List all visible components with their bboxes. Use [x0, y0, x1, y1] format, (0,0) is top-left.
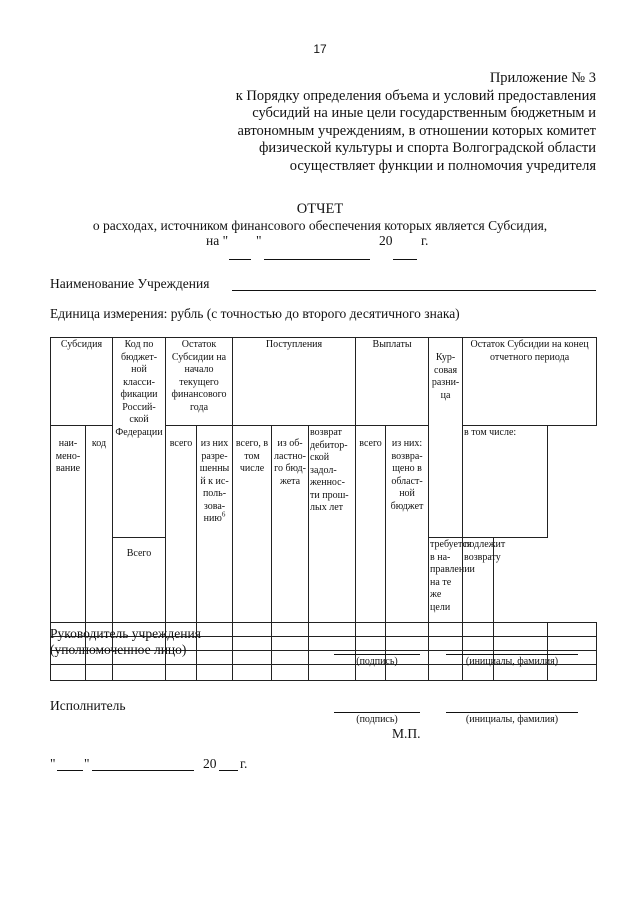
- name-caption: (инициалы, фамилия): [465, 656, 559, 667]
- executor-name-line: [446, 712, 578, 713]
- sign-date-day-line: [57, 770, 83, 771]
- appendix-line: Приложение № 3: [489, 70, 596, 86]
- head-signature-line: [334, 654, 420, 655]
- header-start-total: всего: [166, 426, 197, 623]
- report-date-year: 20: [379, 233, 393, 248]
- report-date-prefix: на ": [206, 233, 229, 248]
- head-label: Руководитель учреждения: [50, 626, 201, 641]
- header-rate-difference: Кур-совая разни-ца: [429, 338, 463, 538]
- header-subsidy: Субсидия: [51, 338, 113, 426]
- head-label-authorized: (уполномоченное лицо): [50, 642, 187, 657]
- executor-label: Исполнитель: [50, 698, 126, 713]
- report-date-quote: ": [256, 233, 262, 248]
- head-name-line: [446, 654, 578, 655]
- header-subject-to-refund: подлежит возврату: [463, 538, 494, 623]
- signature-caption: (подпись): [356, 714, 398, 725]
- date-month-line: [264, 259, 370, 260]
- date-open-quote: ": [50, 756, 56, 771]
- sign-date-suffix: г.: [240, 756, 248, 771]
- header-receipts-total: всего, в том числе: [233, 426, 272, 623]
- report-title: ОТЧЕТ: [296, 201, 344, 217]
- header-returned-budget: из них: возвра-щено в област-ной бюджет: [386, 426, 429, 623]
- appendix-line: субсидий на иные цели государственным бюджетным и: [252, 105, 596, 121]
- sign-date-month-line: [92, 770, 194, 771]
- header-return-debt: возврат дебитор-ской задол-женнос-ти прош-лых лет: [309, 426, 356, 623]
- header-payments: Выплаты: [356, 338, 429, 426]
- appendix-line: физической культуры и спорта Волгоградской области: [259, 140, 596, 156]
- header-budget-code: Код по бюджет-ной класси-фикации Россий-ской Федерации: [113, 338, 166, 538]
- header-balance-end: Остаток Субсидии на конец отчетного периода: [463, 338, 597, 426]
- header-regional: из об-ластно-го бюд-жета: [272, 426, 309, 623]
- header-including: в том числе:: [463, 426, 548, 538]
- header-permitted-text: из них разре-шенны й к ис-поль-зова-нию: [199, 438, 230, 524]
- header-needed-same-purpose: требуется в на-правлении на те же цели: [429, 538, 463, 623]
- name-caption: (инициалы, фамилия): [465, 714, 559, 725]
- date-year-line: [393, 259, 417, 260]
- institution-line: [232, 290, 596, 291]
- date-day-line: [229, 259, 251, 260]
- header-receipts: Поступления: [233, 338, 356, 426]
- date-close-quote: ": [84, 756, 90, 771]
- report-subtitle: о расходах, источником финансового обеспечения которых является Субсидия,: [92, 218, 548, 233]
- executor-signature-line: [334, 712, 420, 713]
- header-payments-total: всего: [356, 426, 386, 623]
- appendix-line: осуществляет функции и полномочия учредителя: [289, 157, 596, 174]
- seal-mark: М.П.: [392, 726, 421, 741]
- page-number: 17: [313, 42, 327, 56]
- header-end-total: Всего: [113, 538, 166, 623]
- signature-caption: (подпись): [356, 656, 398, 667]
- appendix-line: к Порядку определения объема и условий предоставления: [235, 87, 596, 104]
- header-permitted: [197, 426, 233, 623]
- appendix-header: [176, 70, 596, 175]
- header-name: наи-мено-вание: [51, 426, 86, 623]
- table-header-row: [51, 338, 597, 426]
- appendix-line: автономным учреждениям, в отношении которых комитет: [237, 122, 596, 139]
- header-kod: код: [86, 426, 113, 623]
- unit-label: Единица измерения: рубль (с точностью до второго десятичного знака): [50, 306, 460, 321]
- sign-date-year-line: [219, 770, 238, 771]
- header-balance-start: Остаток Субсидии на начало текущего финансового года: [166, 338, 233, 426]
- report-date-suffix: г.: [421, 233, 429, 248]
- footnote-mark: 6: [221, 510, 226, 519]
- institution-label: Наименование Учреждения: [50, 276, 210, 291]
- sign-date-year: 20: [203, 756, 217, 771]
